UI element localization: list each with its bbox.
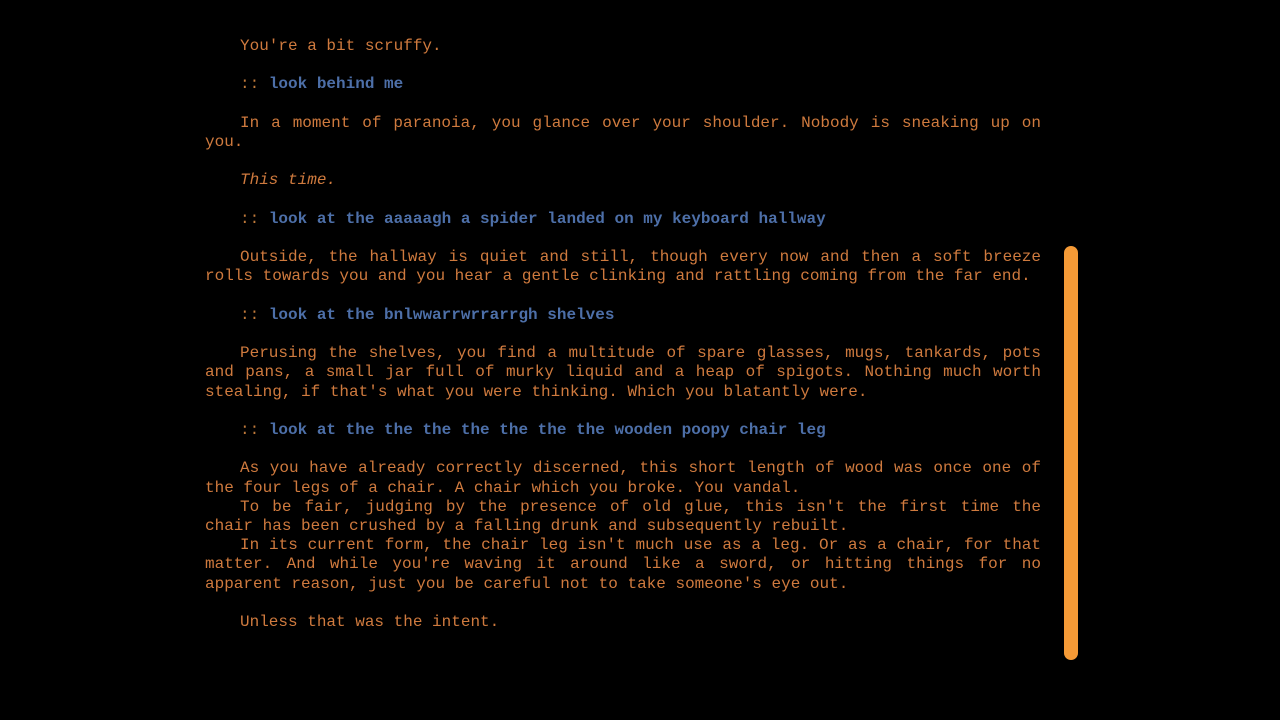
output-text: In a moment of paranoia, you glance over your shoulder. Nobody is sneaking up on you.: [205, 113, 1041, 151]
paragraph-gap: [205, 594, 1041, 613]
output-text: To be fair, judging by the presence of old glue, this isn't the first time the chair has been crushed by a falling drunk and subsequently rebuilt.: [205, 497, 1041, 535]
paragraph-gap: [205, 152, 1041, 171]
command-text: look at the bnlwwarrwrrarrgh shelves: [268, 305, 615, 324]
command-line: [205, 421, 1041, 440]
scrollbar-thumb[interactable]: [1064, 246, 1078, 660]
command-line: [205, 210, 1041, 229]
paragraph-gap: [205, 402, 1041, 421]
paragraph-gap: [205, 440, 1041, 459]
paragraph-gap: [205, 95, 1041, 114]
output-text: As you have already correctly discerned, this short length of wood was once one of the four legs of a chair. A chair which you broke. You vandal.: [205, 459, 1041, 497]
output-text: You're a bit scruffy.: [240, 37, 442, 55]
command-prompt: ::: [240, 75, 260, 94]
output-text: Outside, the hallway is quiet and still, though every now and then a soft breeze rolls towards you and you hear a gentle clinking and rattling coming from the far end.: [205, 248, 1041, 286]
paragraph-gap: [205, 56, 1041, 75]
paragraph-gap: [205, 229, 1041, 248]
paragraph-gap: [205, 287, 1041, 306]
command-prompt: ::: [240, 305, 260, 324]
output-text: This time.: [240, 171, 337, 190]
output-text: Unless that was the intent.: [240, 612, 500, 631]
paragraph-gap: [205, 325, 1041, 344]
command-text: look at the the the the the the the wooden poopy chair leg: [268, 420, 826, 439]
command-line: [205, 75, 1041, 94]
output-text: In its current form, the chair leg isn't much use as a leg. Or as a chair, for that matter. And while you're waving it around like a sword, or hitting things for no apparent reason, just you be careful not to take someone's eye out.: [205, 536, 1041, 593]
command-prompt: ::: [240, 420, 260, 439]
command-text: look behind me: [268, 75, 404, 94]
command-line: [205, 306, 1041, 325]
command-text: look at the aaaaagh a spider landed on my keyboard hallway: [268, 209, 826, 228]
output-text: Perusing the shelves, you find a multitude of spare glasses, mugs, tankards, pots and pans, a small jar full of murky liquid and a heap of spigots. Nothing much worth stealing, if that's what you were thinking. Which you blatantly were.: [205, 344, 1041, 401]
command-prompt: ::: [240, 209, 260, 228]
game-transcript: [205, 37, 1041, 632]
paragraph-gap: [205, 191, 1041, 210]
